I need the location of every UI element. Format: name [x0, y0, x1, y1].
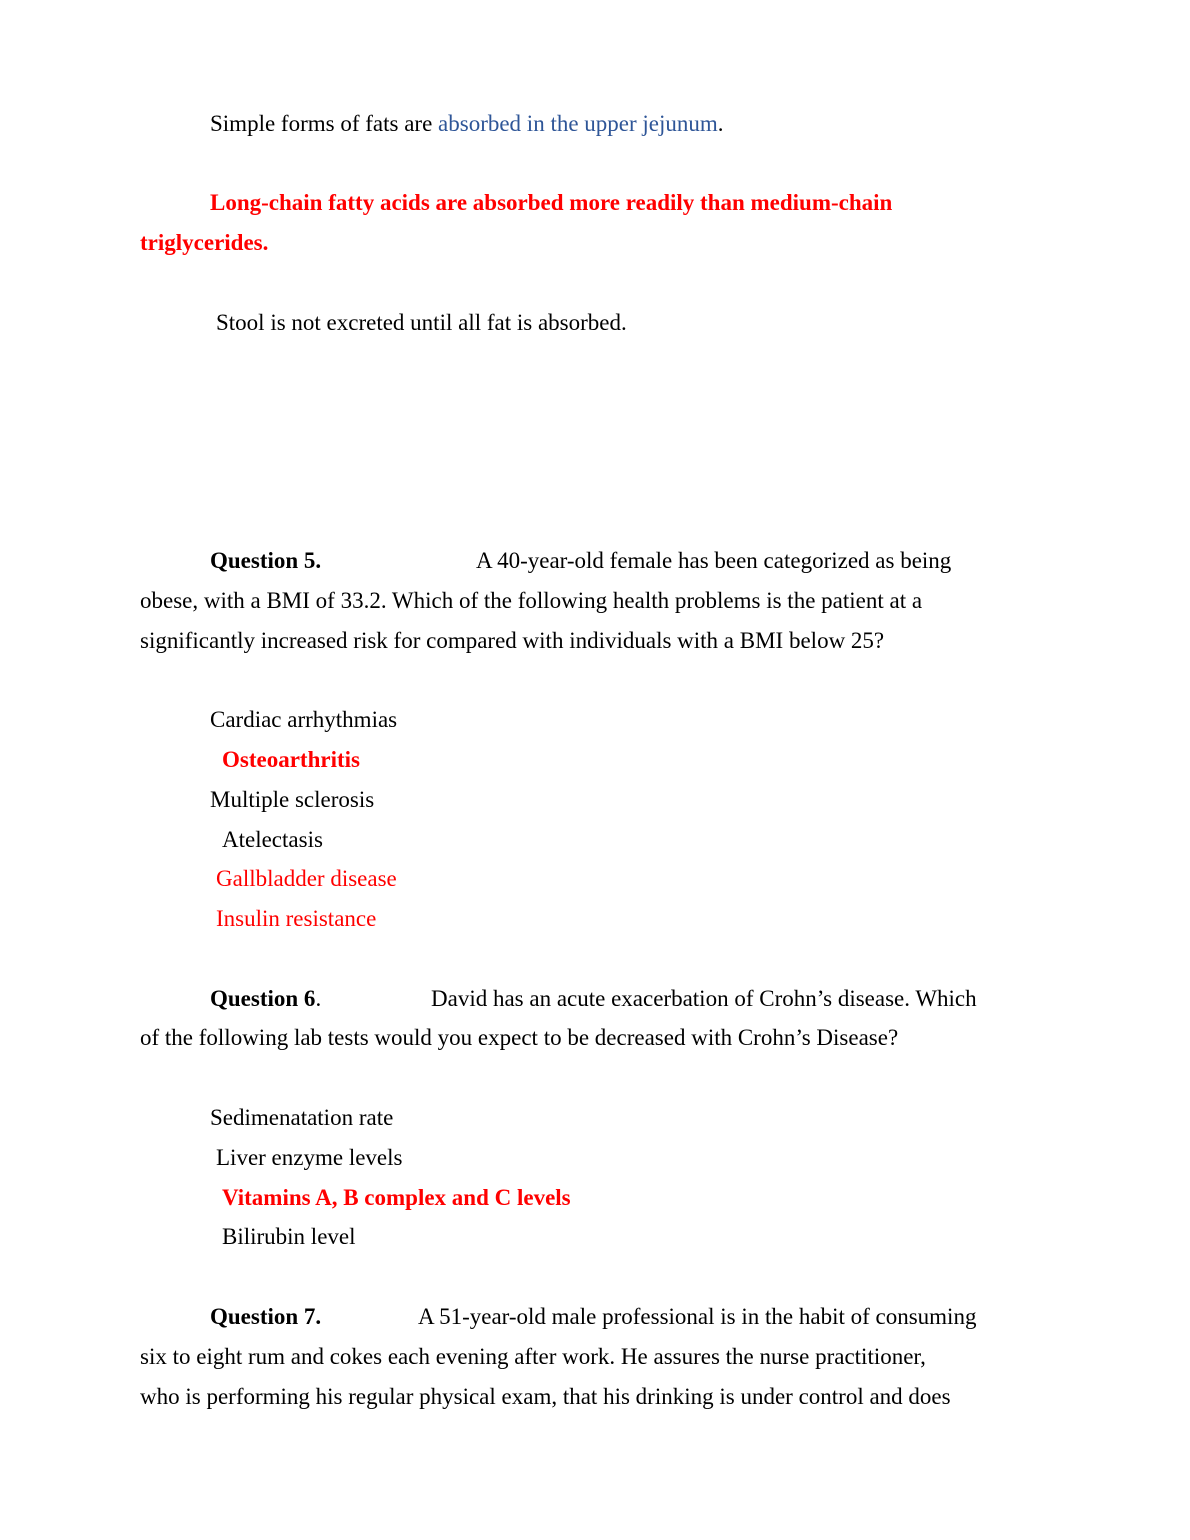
question-5-label: Question 5. — [210, 548, 322, 573]
question-7-text-line3: who is performing his regular physical exam, that his drinking is under control and does — [140, 1384, 951, 1409]
question-5-option: Atelectasis — [222, 827, 323, 852]
statement-jejunum-prefix: Simple forms of fats are — [210, 111, 439, 136]
statement-long-chain-line1: Long-chain fatty acids are absorbed more readily than medium-chain — [210, 190, 893, 215]
question-6-label: Question 6 — [210, 986, 316, 1011]
question-7-text-line1: A 51-year-old male professional is in the habit of consuming — [418, 1304, 977, 1329]
question-6-option: Bilirubin level — [222, 1224, 356, 1249]
question-5-text-line2: obese, with a BMI of 33.2. Which of the following health problems is the patient at a — [140, 588, 923, 613]
question-6-option: Liver enzyme levels — [216, 1145, 403, 1170]
question-5-option-answer: Insulin resistance — [216, 906, 377, 931]
question-5-text-line3: significantly increased risk for compared with individuals with a BMI below 25? — [140, 628, 885, 653]
statement-jejunum-suffix: . — [717, 111, 724, 136]
question-5-option: Cardiac arrhythmias — [210, 707, 398, 732]
question-5-option-answer: Osteoarthritis — [222, 747, 360, 772]
question-7-text-line2: six to eight rum and cokes each evening after work. He assures the nurse practitioner, — [140, 1344, 926, 1369]
statement-stool: Stool is not excreted until all fat is absorbed. — [216, 310, 627, 335]
question-7-label: Question 7. — [210, 1304, 322, 1329]
question-6-text-line2: of the following lab tests would you expect to be decreased with Crohn’s Disease? — [140, 1025, 899, 1050]
question-5-option: Multiple sclerosis — [210, 787, 375, 812]
question-6-text-line1: David has an acute exacerbation of Crohn’s disease. Which — [431, 986, 977, 1011]
question-5-text-line1: A 40-year-old female has been categorized as being — [476, 548, 952, 573]
question-6-option-answer: Vitamins A, B complex and C levels — [222, 1185, 571, 1210]
question-6-label-suffix: . — [315, 986, 322, 1011]
statement-long-chain-line2: triglycerides. — [140, 230, 269, 255]
question-5-option-answer: Gallbladder disease — [216, 866, 397, 891]
statement-jejunum — [210, 110, 724, 138]
question-6-label-line — [210, 985, 321, 1013]
statement-jejunum-highlight: absorbed in the upper jejunum — [438, 111, 718, 136]
question-6-option: Sedimenatation rate — [210, 1105, 394, 1130]
